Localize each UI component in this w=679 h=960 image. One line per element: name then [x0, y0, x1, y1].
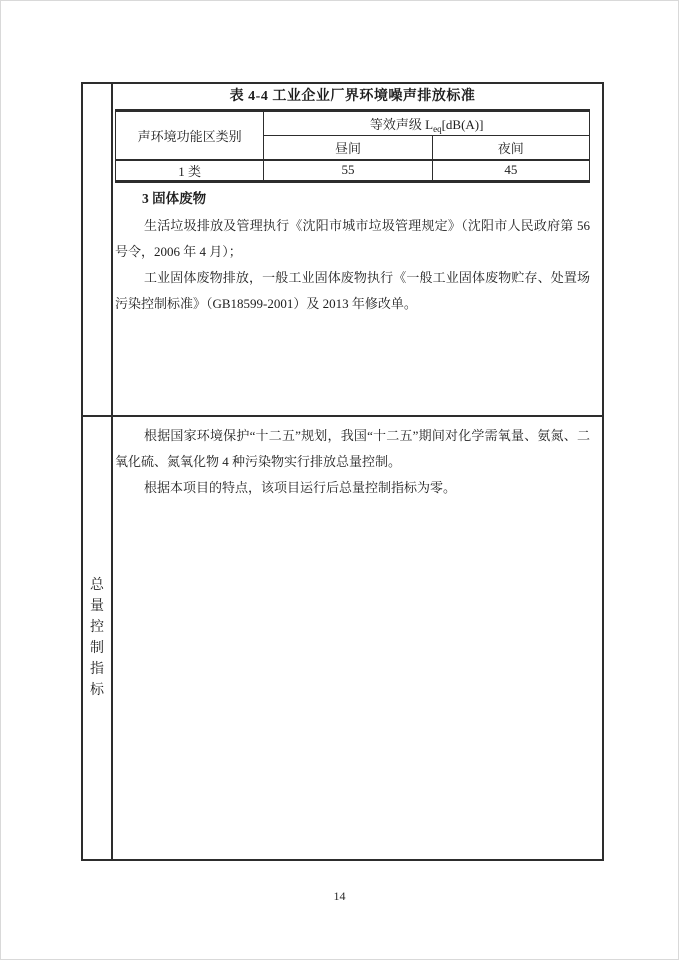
total-control-sidebar-label: 总量控制指标 [90, 578, 104, 698]
noise-table-cell-category: 1 类 [116, 160, 264, 182]
section-standards [83, 84, 602, 417]
form-frame [81, 82, 604, 861]
solid-waste-heading: 3 固体废物 [142, 190, 207, 206]
noise-table-header-category: 声环境功能区类别 [116, 111, 264, 160]
section-total-control-content [113, 417, 602, 859]
section-total-control-sidebar [83, 417, 113, 859]
solid-waste-paragraph-1: 生活垃圾排放及管理执行《沈阳市城市垃圾管理规定》（沈阳市人民政府第 56 号令，2006 年 4 月）； [115, 217, 590, 259]
section-standards-sidebar [83, 84, 113, 415]
noise-table-title: 表 4-4 工业企业厂界环境噪声排放标准 [229, 89, 476, 104]
noise-table [115, 109, 590, 183]
leq-label-suffix: [dB(A)] [441, 116, 484, 132]
section-standards-content [113, 84, 602, 415]
total-control-paragraph-1: 根据国家环境保护“十二五”规划，我国“十二五”期间对化学需氧量、氨氮、二氧化硫、氮氧化物 4 种污染物实行排放总量控制。 [115, 428, 590, 469]
solid-waste-paragraph-2: 工业固体废物排放，一般工业固体废物执行《一般工业固体废物贮存、处置场污染控制标准》（GB18599-2001）及 2013 年修改单。 [115, 269, 590, 311]
noise-table-data-row [116, 160, 590, 182]
noise-table-cell-night: 45 [432, 160, 589, 182]
noise-table-header-day: 昼间 [264, 136, 432, 160]
leq-label-subscript: eq [433, 123, 442, 134]
noise-table-header-night: 夜间 [432, 136, 589, 160]
noise-table-cell-day: 55 [264, 160, 432, 182]
noise-table-header-leq [264, 111, 590, 136]
leq-label-prefix: 等效声级 L [369, 116, 434, 132]
section-total-control [83, 417, 602, 859]
total-control-paragraph-2: 根据本项目的特点，该项目运行后总量控制指标为零。 [144, 480, 457, 495]
page-number: 14 [333, 889, 346, 903]
